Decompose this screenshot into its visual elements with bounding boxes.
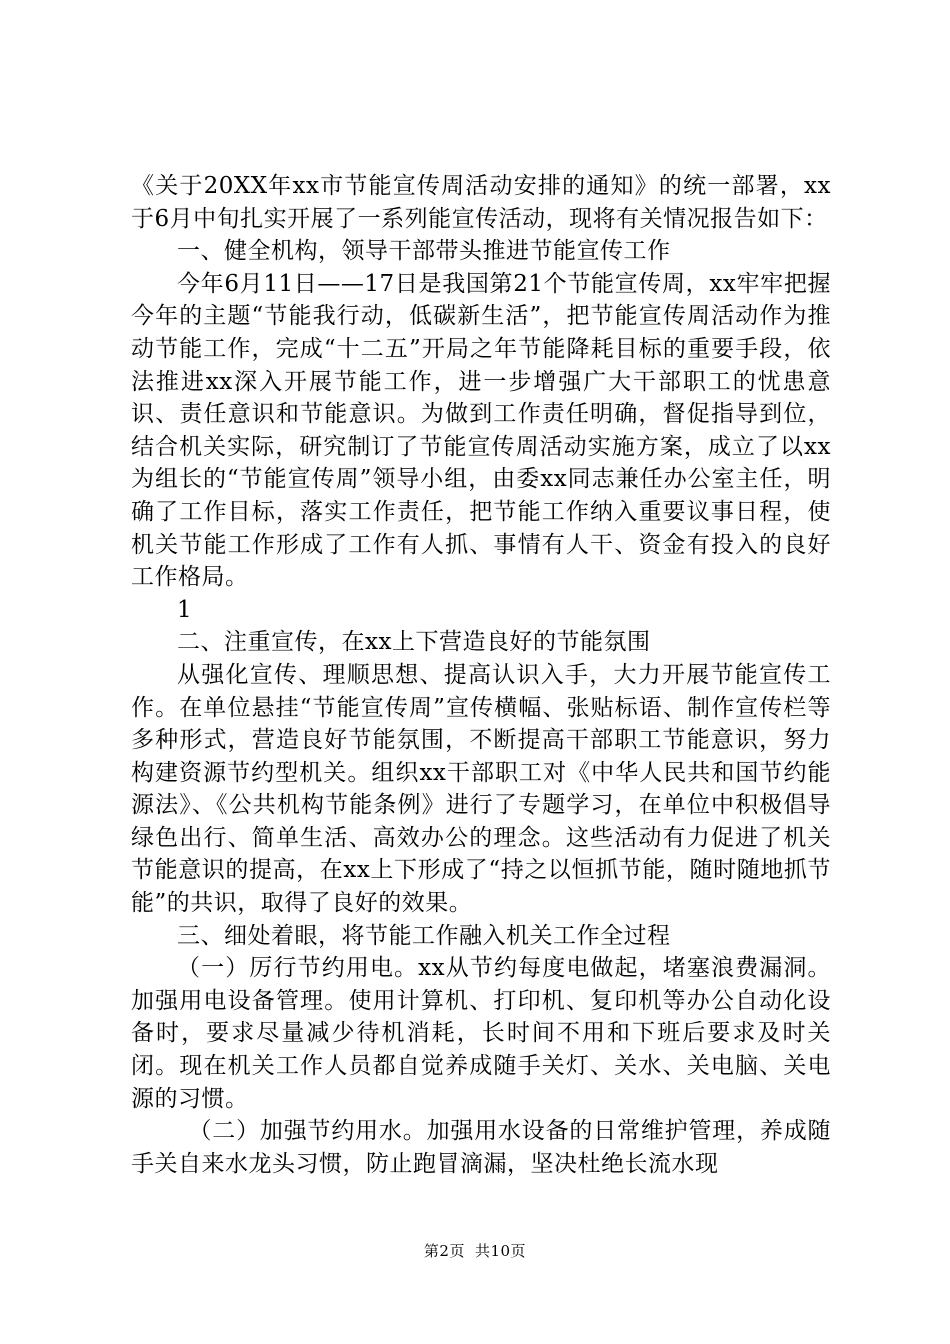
- section-3-item-1: （一）厉行节约用电。xx从节约每度电做起，堵塞浪费漏洞。加强用电设备管理。使用计算机、打印机、复印机等办公自动化设备时，要求尽量减少待机消耗，长时间不用和下班后要求及时关闭。现在机关工作人员都自觉养成随手关灯、关水、关电脑、关电源的习惯。: [131, 955, 831, 1112]
- section-1-paragraph: 今年6月11日——17日是我国第21个节能宣传周，xx牢牢把握今年的主题“节能我行动，低碳新生活”，把节能宣传周活动作为推动节能工作，完成“十二五”开局之年节能降耗目标的重要手段，依法推进xx深入开展节能工作，进一步增强广大干部职工的忧患意识、责任意识和节能意识。为做到工作责任明确，督促指导到位，结合机关实际，研究制订了节能宣传周活动实施方案，成立了以xx为组长的“节能宣传周”领导小组，由委xx同志兼任办公室主任，明确了工作目标，落实工作责任，把节能工作纳入重要议事日程，使机关节能工作形成了工作有人抓、事情有人干、资金有投入的良好工作格局。: [131, 270, 831, 591]
- section-heading-2: 二、注重宣传，在xx上下营造良好的节能氛围: [177, 629, 651, 656]
- section-3-item-2: （二）加强节约用水。加强用水设备的日常维护管理，养成随手关自来水龙头习惯，防止跑冒滴漏，坚决杜绝长流水现: [131, 1118, 831, 1177]
- section-2-paragraph: 从强化宣传、理顺思想、提高认识入手，大力开展节能宣传工作。在单位悬挂“节能宣传周”宣传横幅、张贴标语、制作宣传栏等多种形式，营造良好节能氛围，不断提高干部职工节能意识，努力构建资源节约型机关。组织xx干部职工对《中华人民共和国节约能源法》、《公共机构节能条例》进行了专题学习，在单位中积极倡导绿色出行、简单生活、高效办公的理念。这些活动有力促进了机关节能意识的提高，在xx上下形成了“持之以恒抓节能，随时随地抓节能”的共识，取得了良好的效果。: [131, 661, 831, 917]
- page-number-marker: 1: [177, 596, 193, 623]
- page-footer: [0, 1240, 950, 1261]
- page-total: 共10页: [474, 1242, 527, 1260]
- document-body: [131, 170, 831, 1180]
- intro-paragraph: 《关于20XX年xx市节能宣传周活动安排的通知》的统一部署，xx于6月中旬扎实开展了一系列能宣传活动，现将有关情况报告如下：: [131, 173, 831, 232]
- section-heading-1: 一、健全机构，领导干部带头推进节能宣传工作: [177, 238, 671, 265]
- page-number: 第2页: [423, 1242, 465, 1260]
- section-heading-3: 三、细处着眼，将节能工作融入机关工作全过程: [177, 922, 671, 949]
